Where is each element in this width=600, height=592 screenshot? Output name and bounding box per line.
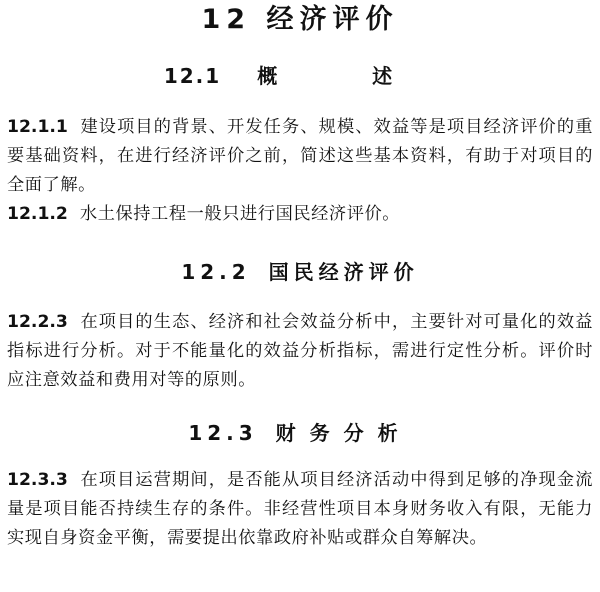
clause-text: 在项目运营期间，是否能从项目经济活动中得到足够的净现金流量是项目能否持续生存的条件。非经营性项目本身财务收入有限，无能力实现自身资金平衡，需要提出依靠政府补贴或群众自筹解决。 [7, 470, 593, 549]
section-title-text: 财务分析 [275, 421, 412, 445]
clause-number: 12.3.3 [7, 470, 68, 490]
section-number: 12.2 [181, 260, 251, 284]
clause-number: 12.1.2 [7, 204, 68, 224]
section-number: 12.3 [188, 421, 258, 445]
clause-number: 12.1.1 [7, 117, 68, 137]
clause-12-1-1 [7, 113, 593, 201]
clause-12-1-2 [7, 200, 593, 229]
section-title-text: 国民经济评价 [268, 260, 419, 284]
clause-12-3-3 [7, 466, 593, 554]
chapter-title: 12 经济评价 [201, 4, 399, 35]
section-number: 12.1 [163, 64, 222, 88]
clause-12-2-3 [7, 308, 593, 396]
section-title-text: 概 述 [257, 64, 437, 88]
section-title-financial-analysis [0, 419, 600, 447]
clause-text: 建设项目的背景、开发任务、规模、效益等是项目经济评价的重要基础资料，在进行经济评价之前，简述这些基本资料，有助于对项目的全面了解。 [7, 117, 593, 196]
clause-text: 水土保持工程一般只进行国民经济评价。 [79, 204, 401, 224]
section-title-overview [0, 62, 600, 90]
clause-number: 12.2.3 [7, 312, 68, 332]
section-title-national-economic-evaluation [0, 258, 600, 286]
clause-text: 在项目的生态、经济和社会效益分析中，主要针对可量化的效益指标进行分析。对于不能量化的效益分析指标，需进行定性分析。评价时应注意效益和费用对等的原则。 [7, 312, 593, 391]
